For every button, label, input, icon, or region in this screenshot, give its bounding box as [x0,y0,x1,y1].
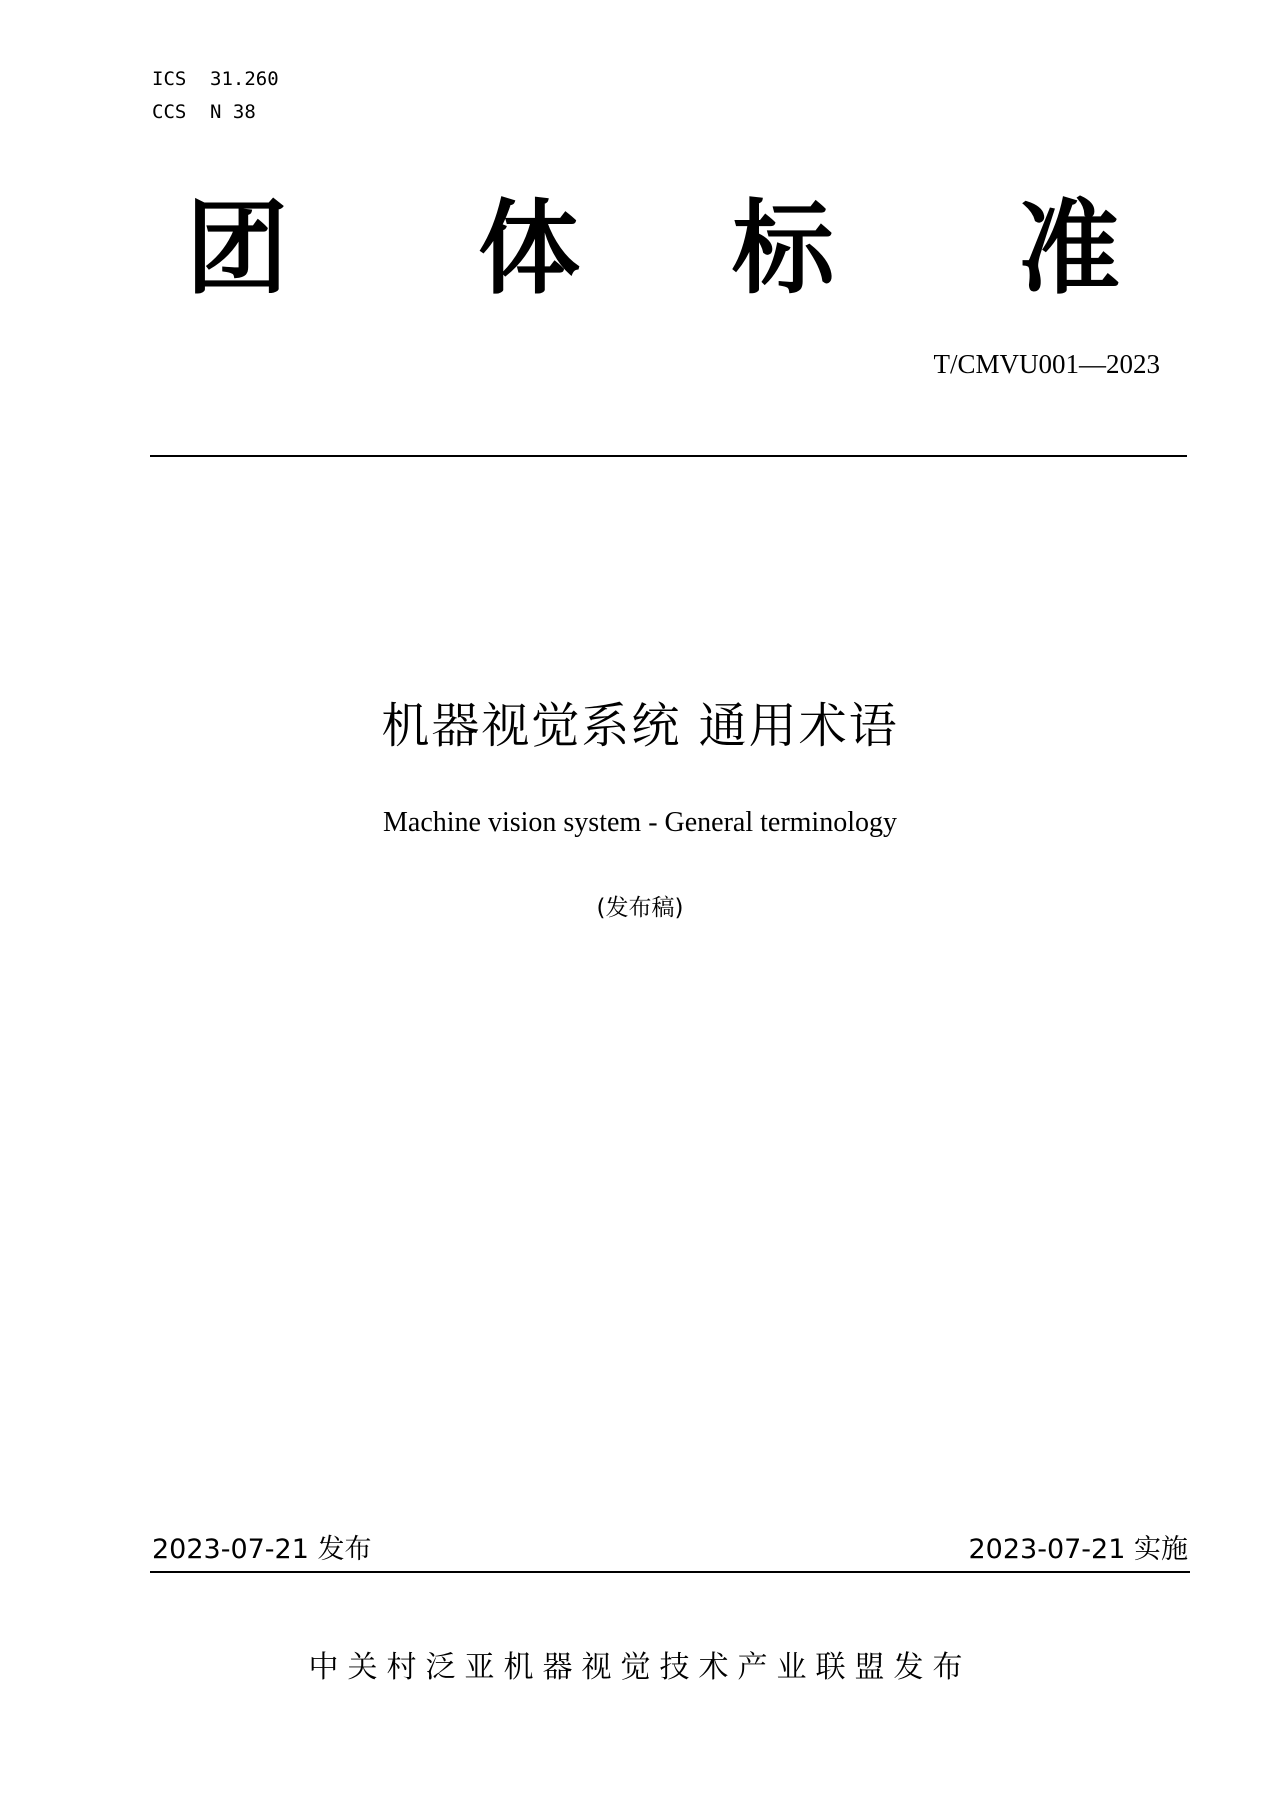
ics-classification [152,68,279,90]
implementation-date: 2023-07-21 实施 [968,1534,1188,1565]
footer-divider [150,1571,1190,1573]
standard-number: T/CMVU001—2023 [933,349,1160,379]
document-title-english: Machine vision system - General terminology [383,807,897,838]
banner-char-2: 体 [478,190,580,309]
ics-label: ICS [152,68,187,90]
publish-date: 2023-07-21 发布 [152,1534,372,1565]
ccs-label: CCS [152,101,187,123]
ccs-classification [152,101,256,123]
ics-value: 31.260 [210,68,279,90]
banner-char-3: 标 [732,190,834,309]
document-title-chinese: 机器视觉系统 通用术语 [381,698,899,754]
ccs-value: N 38 [210,101,256,123]
header-divider [150,455,1187,457]
banner-char-4: 准 [1018,190,1120,309]
banner-char-1: 团 [186,190,288,309]
publisher-name: 中关村泛亚机器视觉技术产业联盟发布 [308,1650,972,1685]
draft-status: (发布稿) [596,895,684,921]
standard-type-banner [0,190,1280,310]
